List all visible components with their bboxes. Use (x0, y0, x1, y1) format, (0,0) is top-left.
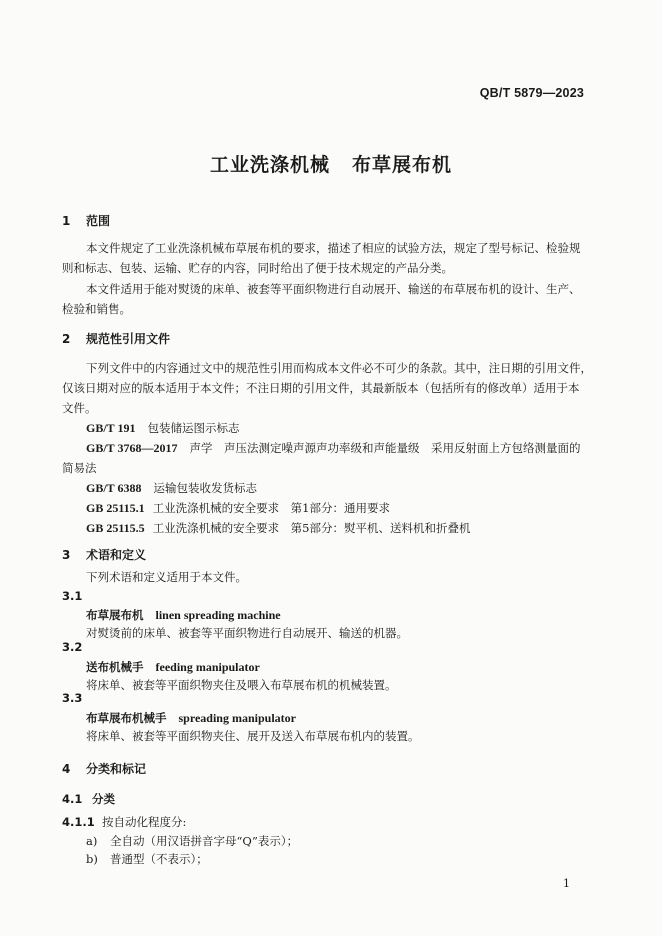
ref-item: GB 25115.5 工业洗涤机械的安全要求 第5部分：熨平机、送料机和折叠机 (86, 521, 471, 535)
s3-intro: 下列术语和定义适用于本文件。 (86, 570, 247, 584)
s2-para-line2: 仅该日期对应的版本适用于本文件；不注日期的引用文件，其最新版本（包括所有的修改单）适用于本 (62, 381, 580, 395)
s2-para-line1: 下列文件中的内容通过文中的规范性引用而构成本文件必不可少的条款。其中，注日期的引用文件， (86, 361, 592, 375)
ref-item: GB 25115.1 工业洗涤机械的安全要求 第1部分：通用要求 (86, 501, 391, 515)
subsection-4-1-1: 4.1.1 按自动化程度分: (62, 815, 187, 829)
term-name: 布草展布机 linen spreading machine (86, 608, 281, 622)
list-item: a) 全自动（用汉语拼音字母“Q”表示）； (86, 834, 299, 848)
ref-item: GB/T 6388 运输包装收发货标志 (86, 481, 257, 495)
term-definition: 将床单、被套等平面织物夹住、展开及送入布草展布机内的装置。 (86, 729, 420, 743)
ref-item: GB/T 3768—2017 声学 声压法测定噪声源声功率级和声能量级 采用反射面上方包络测量面的 (86, 441, 581, 455)
term-definition: 将床单、被套等平面织物夹住及喂入布草展布机的机械装置。 (86, 678, 397, 692)
title-part-1: 工业洗涤机械 (209, 154, 330, 176)
s1-para1-line1: 本文件规定了工业洗涤机械布草展布机的要求，描述了相应的试验方法，规定了型号标记、检验规 (86, 241, 581, 255)
ref-item-continuation: 简易法 (62, 461, 97, 475)
s2-para-line3: 文件。 (62, 401, 97, 415)
ref-item: GB/T 191 包装储运图示标志 (86, 421, 240, 435)
subsection-4-1: 4.1 分类 (62, 792, 115, 806)
term-number: 3.3 (62, 691, 83, 705)
s1-para1-line2: 则和标志、包装、运输、贮存的内容，同时给出了便于技术规定的产品分类。 (62, 261, 453, 275)
standard-number: QB/T 5879—2023 (479, 86, 584, 100)
section-1-heading: 1 范围 (62, 214, 111, 228)
section-2-heading: 2 规范性引用文件 (62, 332, 171, 346)
term-definition: 对熨烫前的床单、被套等平面织物进行自动展开、输送的机器。 (86, 626, 408, 640)
term-name: 送布机械手 feeding manipulator (86, 660, 260, 674)
s1-para2-line1: 本文件适用于能对熨烫的床单、被套等平面织物进行自动展开、输送的布草展布机的设计、生产、 (86, 282, 581, 296)
term-number: 3.1 (62, 589, 83, 603)
page-number: 1 (563, 877, 570, 890)
section-4-heading: 4 分类和标记 (62, 762, 147, 776)
section-3-heading: 3 术语和定义 (62, 548, 147, 562)
term-number: 3.2 (62, 640, 83, 654)
list-item: b) 普通型（不表示）； (86, 852, 208, 866)
document-title (0, 150, 662, 177)
s1-para2-line2: 检验和销售。 (62, 302, 131, 316)
title-part-2: 布草展布机 (352, 154, 453, 176)
term-name: 布草展布机械手 spreading manipulator (86, 711, 296, 725)
